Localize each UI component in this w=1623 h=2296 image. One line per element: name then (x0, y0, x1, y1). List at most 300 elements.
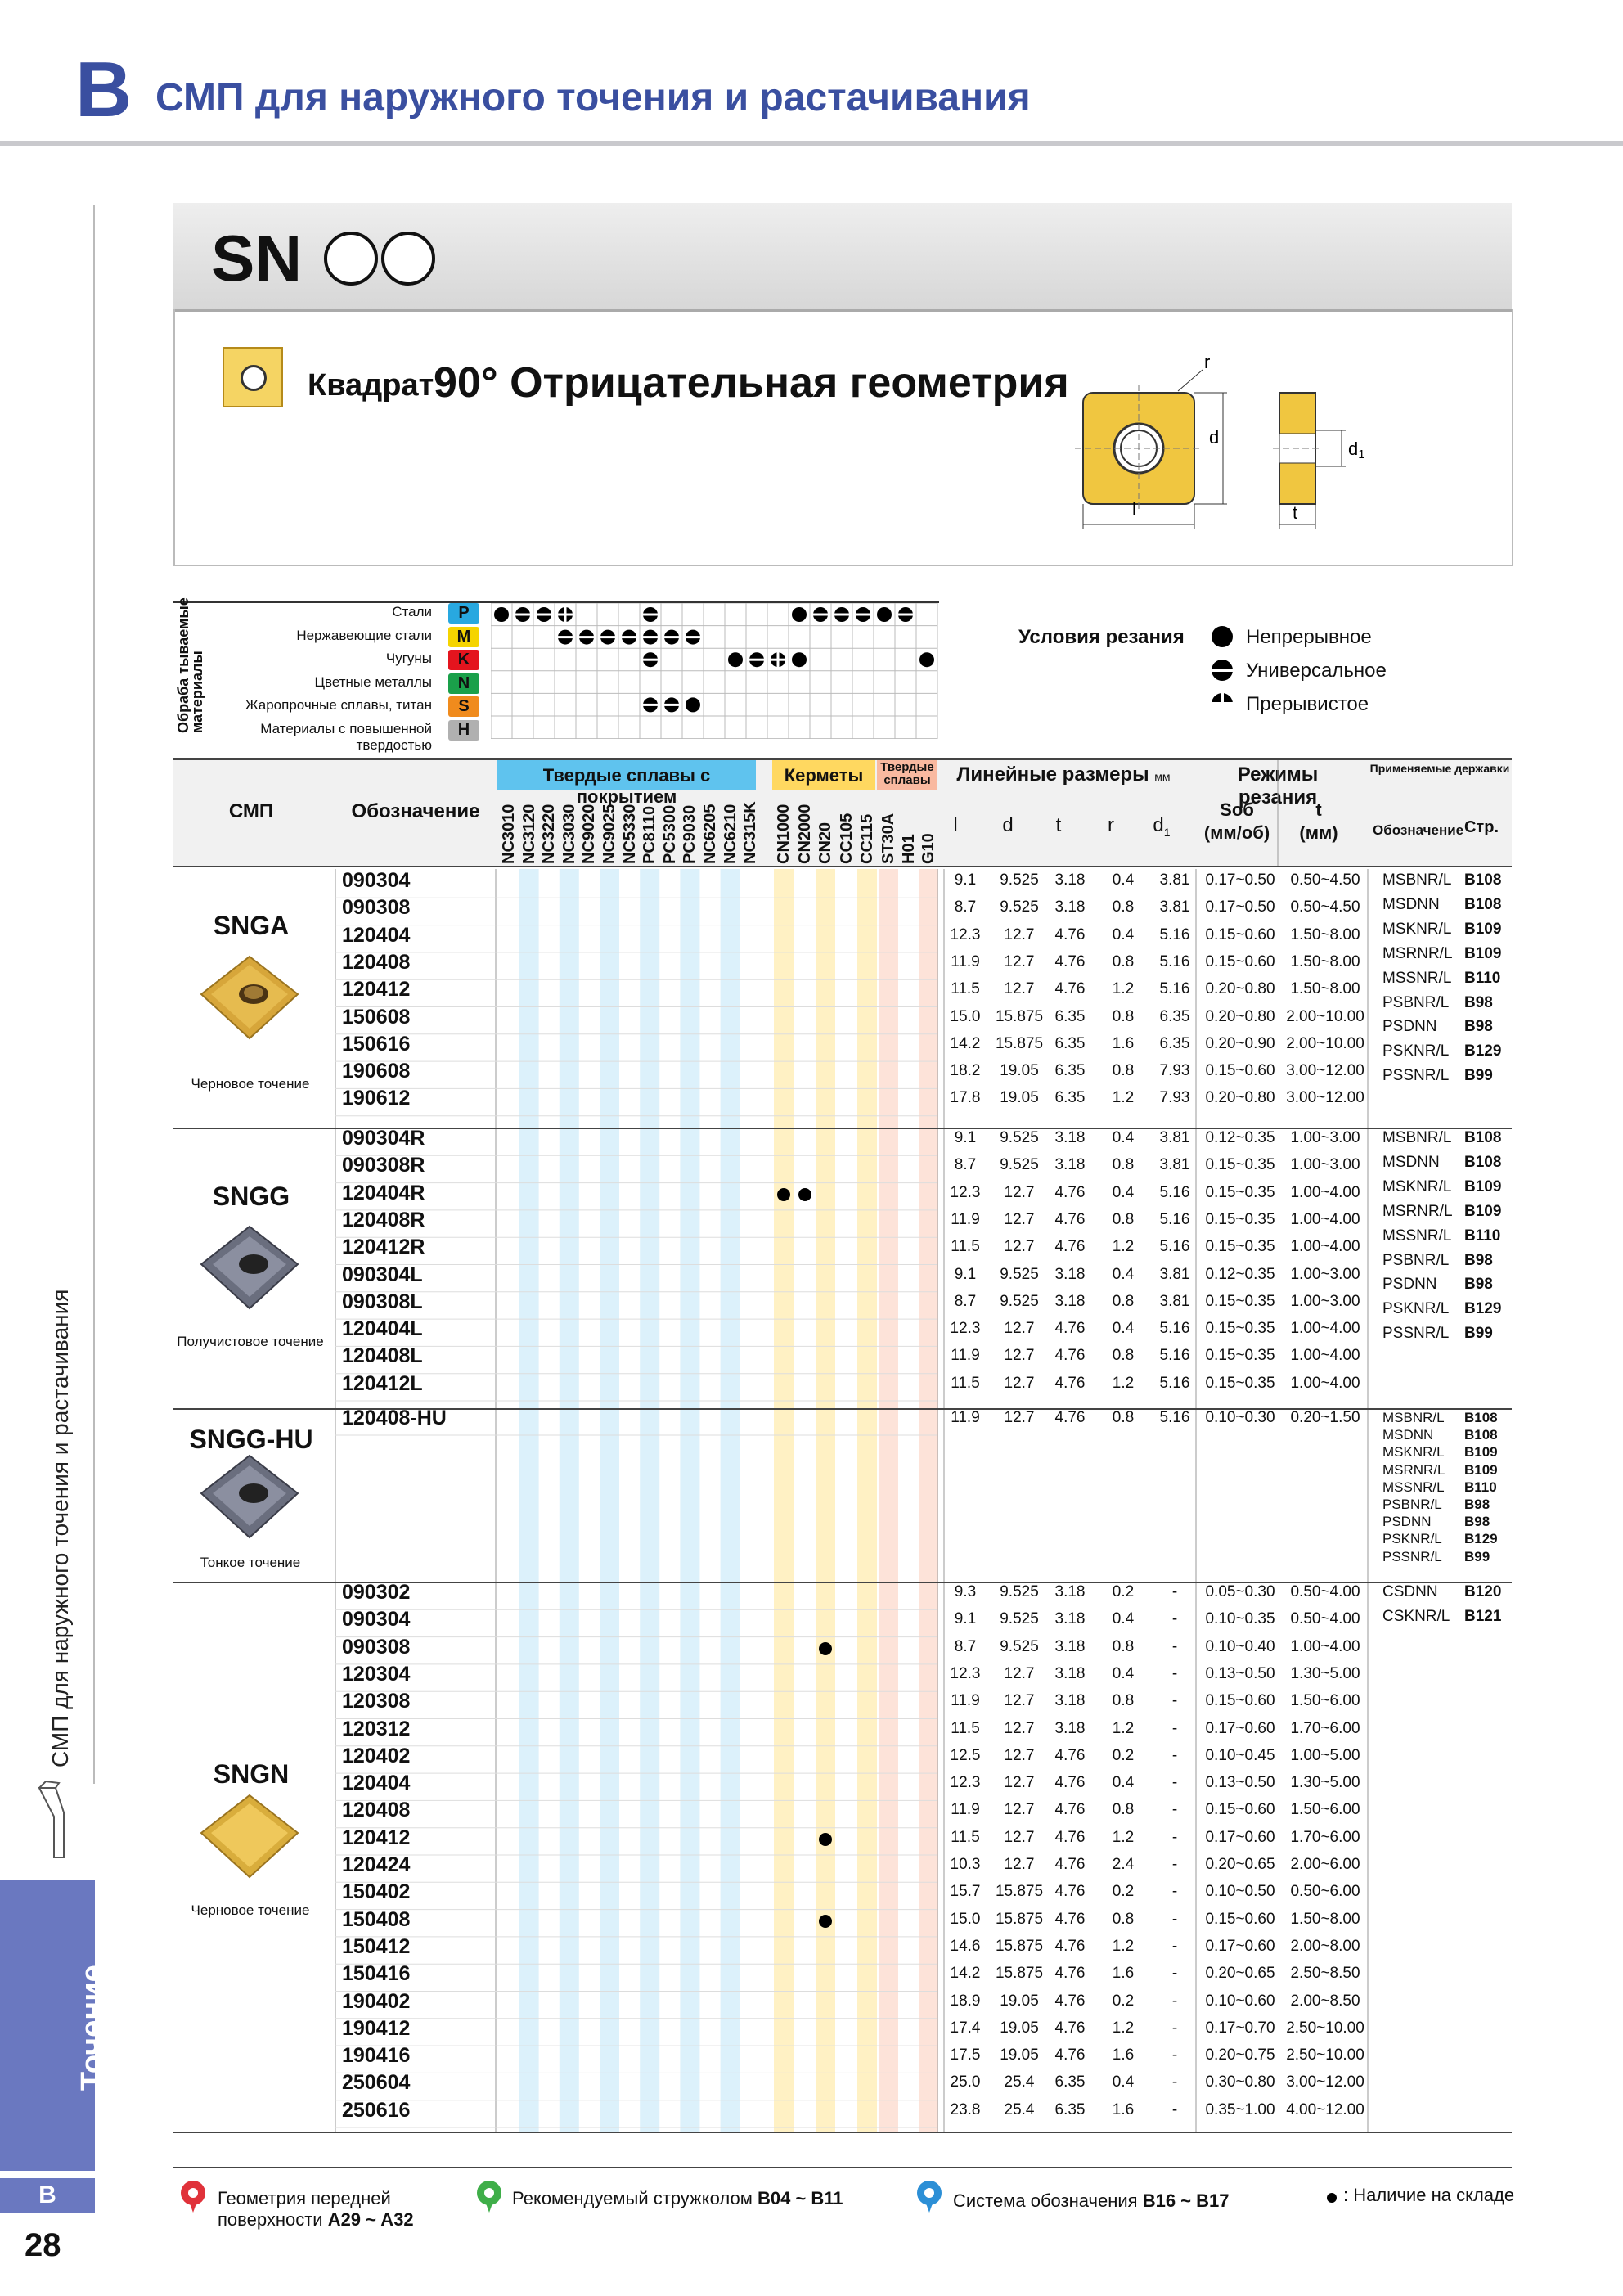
dim-cell: 0.8 (1112, 1062, 1135, 1080)
dim-cell: 4.76 (1054, 1374, 1086, 1392)
holder-code[interactable]: MSRNR/L (1382, 1461, 1445, 1478)
dim-cell: 12.7 (1004, 1238, 1035, 1256)
dim-cell: 0.8 (1112, 1007, 1135, 1025)
dim-cell: 0.4 (1112, 871, 1135, 889)
holder-page-link[interactable]: B129 (1464, 1042, 1502, 1060)
holder-code[interactable]: MSSNR/L (1382, 1227, 1452, 1245)
depth-cell: 1.00~4.00 (1290, 1637, 1360, 1655)
dim-cell: 1.2 (1112, 980, 1135, 998)
iso-badge-k: K (448, 650, 479, 670)
holder-code[interactable]: PSDNN (1382, 1018, 1437, 1036)
feed-cell: 0.20~0.65 (1205, 1965, 1275, 1983)
dim-cell: 5.16 (1159, 1183, 1190, 1201)
holder-page-link[interactable]: B109 (1464, 1177, 1502, 1195)
feed-cell: 0.15~0.60 (1205, 925, 1275, 943)
insert-code[interactable]: 120408R (342, 1208, 425, 1231)
dim-cell: - (1171, 2046, 1178, 2064)
dim-cell: - (1171, 1828, 1178, 1846)
feed-cell: 0.20~0.80 (1205, 1007, 1275, 1025)
holder-page-link[interactable]: B109 (1464, 1444, 1498, 1461)
dim-cell: 4.76 (1054, 925, 1086, 943)
holder-code[interactable]: PSDNN (1382, 1514, 1432, 1530)
dim-cell: 4.76 (1054, 1746, 1086, 1764)
dim-cell: 17.4 (950, 2019, 981, 2037)
holder-code[interactable]: PSKNR/L (1382, 1042, 1450, 1060)
feed-cell: 0.17~0.70 (1205, 2019, 1275, 2037)
dim-cell: 4.76 (1054, 1347, 1086, 1365)
footer-designation[interactable]: Система обозначения B16 ~ B17 (953, 2190, 1230, 2211)
dim-cell: 0.4 (1112, 925, 1135, 943)
legend-interrupted: Прерывистое (1246, 693, 1369, 715)
feed-cell: 0.20~0.75 (1205, 2046, 1275, 2064)
dim-cell: 4.76 (1054, 2019, 1086, 2037)
dim-cell: 10.3 (950, 1856, 981, 1873)
dim-cell: 14.2 (950, 1034, 981, 1052)
dim-cell: 12.7 (1004, 1664, 1035, 1682)
insert-code[interactable]: 150412 (342, 1934, 411, 1958)
dim-cell: - (1171, 1992, 1178, 2010)
holder-code[interactable]: PSKNR/L (1382, 1300, 1450, 1318)
stock-dot-icon (1327, 2193, 1337, 2203)
insert-code[interactable]: 150416 (342, 1962, 411, 1986)
holder-code[interactable]: MSBNR/L (1382, 871, 1452, 889)
dim-cell: 6.35 (1159, 1007, 1190, 1025)
grade-header: NC3030 (560, 804, 578, 864)
page-number: 28 (25, 2227, 61, 2263)
depth-cell: 0.20~1.50 (1290, 1409, 1360, 1426)
dim-cell: 0.4 (1112, 1610, 1135, 1628)
holder-page-link[interactable]: B108 (1464, 1129, 1502, 1146)
dim-cell: 12.7 (1004, 1801, 1035, 1819)
dim-cell: 1.2 (1112, 1374, 1135, 1392)
footer-geometry[interactable]: Геометрия передней поверхности A29 ~ A32 (218, 2188, 414, 2230)
dim-cell: 12.7 (1004, 1347, 1035, 1365)
depth-cell: 0.50~4.50 (1290, 871, 1360, 889)
dim-cell: 12.7 (1004, 1828, 1035, 1846)
dim-cell: 12.7 (1004, 952, 1035, 970)
geometry-ref-icon[interactable] (178, 2180, 208, 2216)
insert-code[interactable]: 090302 (342, 1581, 411, 1604)
dim-cell: 0.8 (1112, 1409, 1135, 1426)
depth-cell: 2.00~10.00 (1286, 1034, 1364, 1052)
insert-code[interactable]: 090304L (342, 1263, 423, 1286)
dim-cell: - (1171, 1801, 1178, 1819)
svg-text:r: r (1204, 352, 1211, 372)
series-name-sngg: SNGG (212, 1182, 290, 1211)
insert-code[interactable]: 090308R (342, 1154, 425, 1177)
dim-cell: 4.76 (1054, 1992, 1086, 2010)
dim-cell: - (1171, 1664, 1178, 1682)
holder-page-link[interactable]: B129 (1464, 1300, 1502, 1318)
grade-header: PC5300 (660, 804, 679, 864)
holder-code[interactable]: MSDNN (1382, 895, 1440, 913)
feed-cell: 0.17~0.50 (1205, 871, 1275, 889)
holder-page-link[interactable]: B110 (1464, 1479, 1497, 1495)
col-t: t (мм) (1299, 799, 1338, 843)
dim-cell: 0.4 (1112, 1265, 1135, 1283)
dim-cell: 9.1 (954, 1265, 977, 1283)
feed-cell: 0.10~0.45 (1205, 1746, 1275, 1764)
dim-cell: 3.18 (1054, 898, 1086, 916)
insert-code[interactable]: 120408-HU (342, 1407, 447, 1429)
feed-cell: 0.12~0.35 (1205, 1265, 1275, 1283)
dim-cell: 6.35 (1054, 2100, 1086, 2118)
holder-page-link[interactable]: B109 (1464, 1461, 1498, 1478)
holder-code[interactable]: MSDNN (1382, 1153, 1440, 1171)
dim-cell: 23.8 (950, 2100, 981, 2118)
dim-cell: - (1171, 1610, 1178, 1628)
holder-page-link[interactable]: B99 (1464, 1548, 1490, 1564)
holder-code[interactable]: MSSNR/L (1382, 969, 1452, 987)
holder-page-link[interactable]: B98 (1464, 1497, 1490, 1512)
dim-cell: 4.76 (1054, 1910, 1086, 1928)
depth-cell: 1.00~3.00 (1290, 1265, 1360, 1283)
insert-code[interactable]: 090304 (342, 1608, 411, 1632)
dim-cell: 4.76 (1054, 1210, 1086, 1228)
insert-code[interactable]: 090304R (342, 1127, 425, 1150)
depth-cell: 2.50~8.50 (1290, 1965, 1360, 1983)
holder-page-link[interactable]: B120 (1464, 1583, 1502, 1600)
dim-cell: 14.2 (950, 1965, 981, 1983)
dim-cell: 15.875 (995, 1965, 1044, 1983)
insert-code[interactable]: 120424 (342, 1853, 411, 1876)
dim-cell: 12.7 (1004, 1183, 1035, 1201)
series-description: Тонкое точение (200, 1555, 301, 1570)
dim-cell: 19.05 (1000, 1089, 1039, 1107)
material-label: Нержавеющие стали (296, 627, 432, 643)
holder-page-link[interactable]: B98 (1464, 1251, 1493, 1269)
dim-cell: 12.7 (1004, 1856, 1035, 1873)
dim-cell: 15.0 (950, 1007, 981, 1025)
dim-cell: 5.16 (1159, 1320, 1190, 1338)
material-label: Цветные металлы (314, 673, 432, 690)
grade-header: G10 (919, 833, 937, 864)
geometry-shape: Квадрат (308, 368, 434, 403)
insert-code[interactable]: 120404R (342, 1181, 425, 1204)
material-side-label: Обраба тываемые материалы (175, 597, 205, 733)
holder-page-link[interactable]: B99 (1464, 1325, 1493, 1343)
dim-cell: 12.3 (950, 1774, 981, 1792)
dim-cell: 4.76 (1054, 980, 1086, 998)
dim-cell: - (1171, 1746, 1178, 1764)
dim-cell: 5.16 (1159, 1238, 1190, 1256)
svg-text:l: l (1132, 499, 1136, 520)
dim-cell: 0.8 (1112, 898, 1135, 916)
col-holder-code: Обозначение (1373, 822, 1464, 838)
dim-cell: 12.7 (1004, 1210, 1035, 1228)
dim-cell: 0.2 (1112, 1746, 1135, 1764)
insert-code[interactable]: 120404L (342, 1317, 423, 1341)
dim-cell: 12.7 (1004, 1692, 1035, 1710)
chipbreaker-ref-icon[interactable] (474, 2180, 504, 2216)
series-description: Черновое точение (191, 1902, 310, 1918)
dim-cell: 4.76 (1054, 1238, 1086, 1256)
insert-code[interactable]: 090308L (342, 1290, 423, 1313)
dim-cell: 15.0 (950, 1910, 981, 1928)
designation-ref-icon[interactable] (915, 2180, 944, 2216)
dim-cell: 4.76 (1054, 1320, 1086, 1338)
holder-code[interactable]: CSDNN (1382, 1583, 1438, 1600)
dim-cell: 5.16 (1159, 952, 1190, 970)
iso-badge-h: H (448, 720, 479, 741)
holder-code[interactable]: MSBNR/L (1382, 1410, 1445, 1425)
insert-code[interactable]: 250616 (342, 2098, 411, 2122)
grade-header: NC3220 (540, 804, 559, 864)
dim-cell: - (1171, 1883, 1178, 1901)
insert-code[interactable]: 120408L (342, 1344, 423, 1368)
holder-page-link[interactable]: B98 (1464, 1514, 1490, 1530)
dim-cell: 5.16 (1159, 1374, 1190, 1392)
depth-cell: 0.50~4.00 (1290, 1583, 1360, 1600)
insert-code[interactable]: 120404 (342, 1772, 411, 1795)
holder-page-link[interactable]: B98 (1464, 1276, 1493, 1294)
holder-page-link[interactable]: B109 (1464, 1202, 1502, 1220)
depth-cell: 2.00~6.00 (1290, 1856, 1360, 1873)
depth-cell: 1.70~6.00 (1290, 1719, 1360, 1737)
holder-page-link[interactable]: B109 (1464, 920, 1502, 938)
dim-cell: 0.8 (1112, 1637, 1135, 1655)
dim-cell: 6.35 (1054, 1007, 1086, 1025)
series-name-snga: SNGA (213, 911, 290, 940)
dim-cell: 0.8 (1112, 1156, 1135, 1174)
svg-text:d: d (1209, 427, 1220, 448)
dim-cell: 6.35 (1159, 1034, 1190, 1052)
dim-cell: 0.2 (1112, 1992, 1135, 2010)
dim-cell: 4.76 (1054, 1183, 1086, 1201)
holder-code[interactable]: MSRNR/L (1382, 944, 1453, 962)
dim-header-4: $d_1$ (1153, 814, 1171, 839)
insert-code[interactable]: 150616 (342, 1032, 411, 1056)
insert-code[interactable]: 120412L (342, 1371, 423, 1395)
dim-cell: 4.76 (1054, 1409, 1086, 1426)
dim-cell: 12.7 (1004, 1719, 1035, 1737)
material-label: Материалы с повышенной твердостью (260, 720, 432, 753)
insert-code[interactable]: 090308 (342, 1635, 411, 1659)
insert-code[interactable]: 250604 (342, 2071, 411, 2095)
sidebar-section-letter: B (0, 2178, 95, 2213)
holder-page-link[interactable]: B110 (1464, 969, 1501, 987)
series-description: Получистовое точение (177, 1334, 324, 1349)
holder-code[interactable]: PSBNR/L (1382, 993, 1450, 1011)
dim-cell: 8.7 (954, 1637, 977, 1655)
insert-code[interactable]: 190412 (342, 2016, 411, 2040)
insert-code[interactable]: 120404 (342, 923, 411, 947)
col-holder-page: Стр. (1463, 818, 1499, 836)
insert-code[interactable]: 190402 (342, 1989, 411, 2013)
holder-page-link[interactable]: B121 (1464, 1607, 1502, 1625)
feed-cell: 0.35~1.00 (1205, 2100, 1275, 2118)
dim-cell: 12.3 (950, 1183, 981, 1201)
insert-code[interactable]: 090304 (342, 869, 411, 892)
holder-code[interactable]: PSSNR/L (1382, 1548, 1442, 1564)
stock-dot (819, 1833, 832, 1846)
dim-cell: 11.9 (951, 1347, 980, 1365)
feed-cell: 0.15~0.35 (1205, 1210, 1275, 1228)
dim-cell: 11.5 (951, 1374, 980, 1392)
depth-cell: 2.50~10.00 (1286, 2019, 1364, 2037)
grade-header: NC9020 (580, 804, 599, 864)
feed-cell: 0.20~0.65 (1205, 1856, 1275, 1873)
dim-cell: 3.18 (1054, 1265, 1086, 1283)
depth-cell: 0.50~4.50 (1290, 898, 1360, 916)
depth-cell: 3.00~12.00 (1286, 1089, 1364, 1107)
insert-code[interactable]: 190416 (342, 2044, 411, 2068)
dim-cell: - (1171, 1937, 1178, 1955)
dim-cell: 1.6 (1112, 2100, 1135, 2118)
holder-code[interactable]: PSSNR/L (1382, 1325, 1450, 1343)
dim-cell: 19.05 (1000, 2046, 1039, 2064)
holder-code[interactable]: PSBNR/L (1382, 1497, 1442, 1512)
snga-insert-image (196, 953, 303, 1043)
dim-cell: 1.2 (1112, 1089, 1135, 1107)
insert-code[interactable]: 190608 (342, 1060, 411, 1083)
stock-dot (819, 1642, 832, 1655)
feed-cell: 0.17~0.60 (1205, 1828, 1275, 1846)
dim-cell: 18.9 (950, 1992, 981, 2010)
group-holder: Применяемые державки (1369, 762, 1510, 775)
dim-cell: 9.525 (1000, 1637, 1039, 1655)
dim-cell: - (1171, 2100, 1178, 2118)
depth-cell: 1.50~8.00 (1290, 925, 1360, 943)
insert-code[interactable]: 120412R (342, 1236, 425, 1259)
holder-code[interactable]: MSRNR/L (1382, 1202, 1453, 1220)
insert-code[interactable]: 120408 (342, 1799, 411, 1822)
dim-cell: - (1171, 1774, 1178, 1792)
holder-page-link[interactable]: B98 (1464, 1018, 1493, 1036)
dim-cell: - (1171, 1583, 1178, 1600)
svg-text:d1: d1 (1348, 439, 1365, 461)
dim-cell: 3.81 (1159, 1156, 1190, 1174)
sidebar-vertical-text: СМП для наружного точения и растачивания (47, 1289, 73, 1767)
depth-cell: 1.00~3.00 (1290, 1156, 1360, 1174)
dim-cell: 3.18 (1054, 1129, 1086, 1146)
holder-page-link[interactable]: B108 (1464, 1410, 1498, 1425)
holder-page-link[interactable]: B108 (1464, 895, 1502, 913)
insert-code[interactable]: 190612 (342, 1087, 411, 1110)
holder-code[interactable]: MSKNR/L (1382, 1444, 1445, 1461)
dim-cell: 0.8 (1112, 1801, 1135, 1819)
dim-cell: 0.2 (1112, 1883, 1135, 1901)
holder-code[interactable]: PSSNR/L (1382, 1067, 1450, 1085)
legend-universal: Универсальное (1246, 660, 1387, 682)
insert-code[interactable]: 150608 (342, 1005, 411, 1029)
holder-code[interactable]: MSKNR/L (1382, 920, 1452, 938)
insert-code[interactable]: 120412 (342, 978, 411, 1002)
grade-header: CN2000 (795, 804, 814, 864)
feed-cell: 0.17~0.60 (1205, 1719, 1275, 1737)
insert-code[interactable]: 120304 (342, 1662, 411, 1686)
dim-cell: 3.81 (1159, 871, 1190, 889)
dim-cell: 0.8 (1112, 1292, 1135, 1310)
depth-cell: 1.00~5.00 (1290, 1746, 1360, 1764)
dim-cell: 3.18 (1054, 1719, 1086, 1737)
depth-cell: 2.00~10.00 (1286, 1007, 1364, 1025)
insert-code[interactable]: 150408 (342, 1907, 411, 1931)
dim-cell: - (1171, 1856, 1178, 1873)
dim-cell: 1.2 (1112, 1238, 1135, 1256)
dim-cell: 8.7 (954, 1292, 977, 1310)
feed-cell: 0.15~0.35 (1205, 1238, 1275, 1256)
dim-cell: 1.2 (1112, 1937, 1135, 1955)
dim-cell: 12.5 (950, 1746, 981, 1764)
dim-header-2: t (1055, 814, 1062, 836)
holder-code[interactable]: MSDNN (1382, 1427, 1434, 1443)
depth-cell: 1.00~4.00 (1290, 1374, 1360, 1392)
iso-badge-n: N (448, 673, 479, 694)
dim-cell: 7.93 (1159, 1062, 1190, 1080)
dim-cell: 15.875 (995, 1937, 1044, 1955)
col-sob: Sоб (мм/об) (1203, 799, 1270, 843)
series-code: SN (211, 222, 303, 295)
holder-code[interactable]: PSKNR/L (1382, 1531, 1442, 1547)
dim-cell: 0.2 (1112, 1583, 1135, 1600)
holder-page-link[interactable]: B108 (1464, 1153, 1502, 1171)
footer-rule (173, 2167, 1512, 2168)
depth-cell: 1.00~4.00 (1290, 1320, 1360, 1338)
holder-code[interactable]: MSSNR/L (1382, 1479, 1445, 1495)
insert-code[interactable]: 120402 (342, 1744, 411, 1767)
insert-code[interactable]: 120312 (342, 1717, 411, 1740)
insert-code[interactable]: 120308 (342, 1690, 411, 1713)
dim-cell: 25.0 (950, 2073, 981, 2091)
dim-cell: 3.18 (1054, 1156, 1086, 1174)
depth-cell: 2.00~8.00 (1290, 1937, 1360, 1955)
insert-code[interactable]: 150402 (342, 1880, 411, 1904)
dim-cell: 11.5 (951, 980, 980, 998)
feed-cell: 0.15~0.35 (1205, 1320, 1275, 1338)
dim-cell: 3.18 (1054, 1583, 1086, 1600)
holder-page-link[interactable]: B110 (1464, 1227, 1501, 1245)
holder-code[interactable]: PSDNN (1382, 1276, 1437, 1294)
dim-cell: 9.3 (954, 1583, 977, 1600)
dim-cell: 0.4 (1112, 1183, 1135, 1201)
feed-cell: 0.10~0.50 (1205, 1883, 1275, 1901)
holder-code[interactable]: MSKNR/L (1382, 1177, 1452, 1195)
group-cut: Режимы резания (1237, 763, 1319, 808)
feed-cell: 0.13~0.50 (1205, 1774, 1275, 1792)
dim-cell: - (1171, 2073, 1178, 2091)
feed-cell: 0.13~0.50 (1205, 1664, 1275, 1682)
holder-page-link[interactable]: B108 (1464, 1427, 1498, 1443)
grade-header: NC3120 (519, 804, 538, 864)
dim-cell: 6.35 (1054, 2073, 1086, 2091)
dim-cell: 3.81 (1159, 1265, 1190, 1283)
grade-header: NC5330 (620, 804, 639, 864)
material-label: Чугуны (385, 651, 432, 666)
insert-code[interactable]: 090308 (342, 896, 411, 920)
dim-cell: 1.2 (1112, 2019, 1135, 2037)
dim-cell: 3.18 (1054, 1610, 1086, 1628)
dim-cell: 12.7 (1004, 1774, 1035, 1792)
insert-code[interactable]: 120408 (342, 950, 411, 974)
holder-code[interactable]: MSBNR/L (1382, 1129, 1452, 1146)
holder-page-link[interactable]: B129 (1464, 1531, 1498, 1547)
feed-cell: 0.30~0.80 (1205, 2073, 1275, 2091)
holder-page-link[interactable]: B109 (1464, 944, 1502, 962)
holder-page-link[interactable]: B99 (1464, 1067, 1493, 1085)
feed-cell: 0.15~0.60 (1205, 1692, 1275, 1710)
insert-code[interactable]: 120412 (342, 1826, 411, 1849)
dim-cell: 1.2 (1112, 1828, 1135, 1846)
footer-chipbreaker[interactable]: Рекомендуемый стружколом B04 ~ B11 (512, 2188, 843, 2208)
holder-code[interactable]: PSBNR/L (1382, 1251, 1450, 1269)
dim-cell: 9.1 (954, 871, 977, 889)
grade-header: NC6205 (701, 804, 719, 864)
holder-code[interactable]: CSKNR/L (1382, 1607, 1450, 1625)
holder-page-link[interactable]: B108 (1464, 871, 1502, 889)
holder-page-link[interactable]: B98 (1464, 993, 1493, 1011)
dim-cell: 15.875 (995, 1007, 1044, 1025)
